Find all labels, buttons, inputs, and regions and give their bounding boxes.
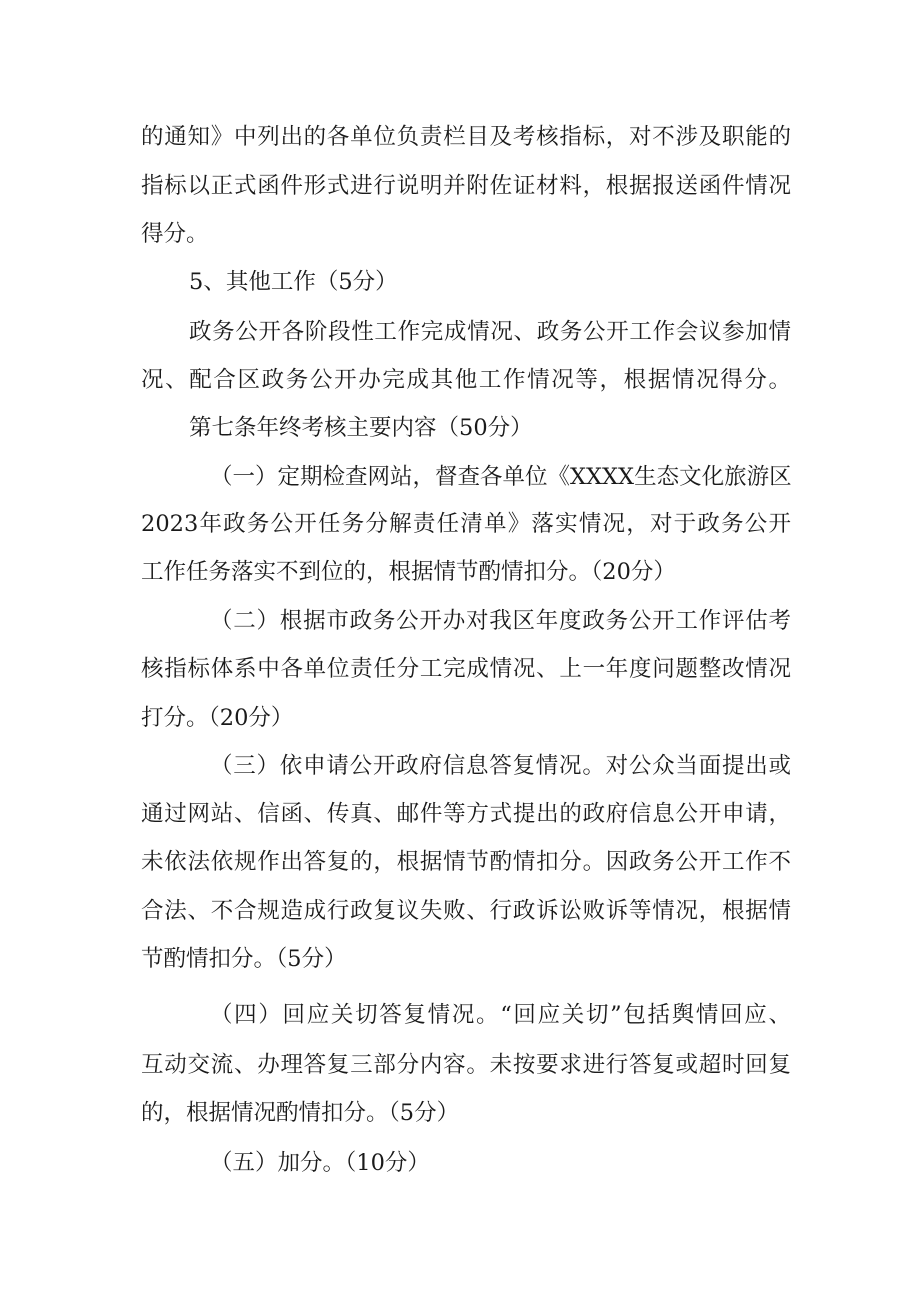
- text-line: 打分。（20分）: [141, 705, 294, 731]
- text-line: 节酌情扣分。（5分）: [141, 946, 347, 972]
- text-line: 政务公开各阶段性工作完成情况、政务公开工作会议参加情: [189, 319, 791, 345]
- text-line: 互动交流、办理答复三部分内容。未按要求进行答复或超时回复: [141, 1052, 791, 1078]
- text-line: 况、配合区政务公开办完成其他工作情况等，根据情况得分。: [141, 367, 791, 393]
- text-line: （四）回应关切答复情况。“回应关切”包括舆情回应、: [210, 1002, 791, 1028]
- text-line: （三）依申请公开政府信息答复情况。对公众当面提出或: [210, 753, 791, 779]
- article-heading: 第七条年终考核主要内容（50分）: [189, 415, 533, 441]
- text-line: 工作任务落实不到位的，根据情节酌情扣分。（20分）: [141, 559, 676, 585]
- text-line: （五）加分。（10分）: [210, 1150, 430, 1176]
- text-line: 合法、不合规造成行政复议失败、行政诉讼败诉等情况，根据情: [141, 898, 791, 924]
- text-line: 通过网站、信函、传真、邮件等方式提出的政府信息公开申请，: [141, 801, 791, 827]
- text-line: 的通知》中列出的各单位负责栏目及考核指标，对不涉及职能的: [141, 124, 791, 150]
- text-line: （一）定期检查网站，督查各单位《XXXX生态文化旅游区: [210, 464, 792, 490]
- text-line: 未依法依规作出答复的，根据情节酌情扣分。因政务公开工作不: [141, 849, 791, 875]
- text-line: （二）根据市政务公开办对我区年度政务公开工作评估考: [210, 608, 791, 634]
- text-line: 核指标体系中各单位责任分工完成情况、上一年度问题整改情况: [141, 656, 791, 682]
- section-heading: 5、其他工作（5分）: [189, 269, 398, 295]
- text-line: 得分。: [141, 221, 209, 247]
- text-line: 2023年政务公开任务分解责任清单》落实情况，对于政务公开: [141, 511, 791, 537]
- text-line: 的，根据情况酌情扣分。（5分）: [141, 1100, 460, 1126]
- text-line: 指标以正式函件形式进行说明并附佐证材料，根据报送函件情况: [141, 173, 791, 199]
